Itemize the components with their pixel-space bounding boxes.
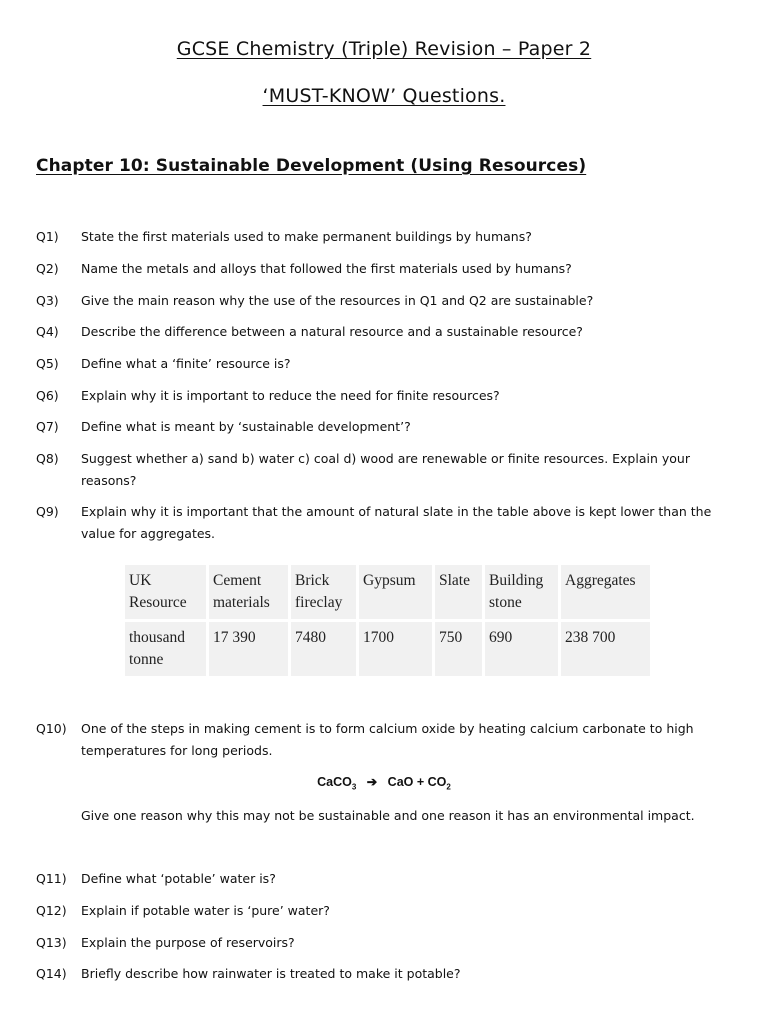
question-number: Q5) [36,356,59,371]
question-text: Define what a ‘finite’ resource is? [81,356,291,371]
table-header-row [125,565,650,619]
chapter-heading: Chapter 10: Sustainable Development (Using Resources) [36,156,587,176]
question-text: Define what is meant by ‘sustainable development’? [81,419,411,434]
chemical-equation [0,774,768,792]
table-cell: 750 [435,622,482,676]
question-number: Q11) [36,871,67,886]
equation-reactant: CaCO [317,775,352,789]
question-number: Q7) [36,419,59,434]
question-number: Q8) [36,451,59,466]
question-text: One of the steps in making cement is to form calcium oxide by heating calcium carbonate to high temperatures for long periods. [81,721,694,758]
question-number: Q6) [36,388,59,403]
table-header-cell: Brick fireclay [291,565,356,619]
question-number: Q2) [36,261,59,276]
question-text: Give the main reason why the use of the resources in Q1 and Q2 are sustainable? [81,293,594,308]
table-header-cell: Gypsum [359,565,432,619]
question-number: Q9) [36,504,59,519]
question-number: Q13) [36,935,67,950]
question-text: Explain the purpose of reservoirs? [81,935,295,950]
table-cell: 1700 [359,622,432,676]
equation-subscript: 3 [351,782,357,792]
reaction-arrow-icon: ➔ [366,775,378,789]
table-cell: thousand tonne [125,622,206,676]
table-cell: 7480 [291,622,356,676]
question-text: Briefly describe how rainwater is treated to make it potable? [81,966,461,981]
worksheet-title: GCSE Chemistry (Triple) Revision – Paper 2 [176,38,592,60]
question-number: Q14) [36,966,67,981]
question-text: Give one reason why this may not be sustainable and one reason it has an environmental impact. [81,808,695,823]
question-text: Describe the difference between a natural resource and a sustainable resource? [81,324,583,339]
table-cell: 690 [485,622,558,676]
resource-table [122,562,653,679]
question-text: State the first materials used to make permanent buildings by humans? [81,229,532,244]
table-header-cell: Aggregates [561,565,650,619]
question-text: Suggest whether a) sand b) water c) coal d) wood are renewable or finite resources. Explain your reasons? [81,451,690,488]
table-header-cell: UK Resource [125,565,206,619]
table-header-cell: Cement materials [209,565,288,619]
question-text: Explain why it is important to reduce the need for finite resources? [81,388,500,403]
question-text: Explain why it is important that the amount of natural slate in the table above is kept lower than the value for aggregates. [81,504,712,541]
table-row [125,622,650,676]
worksheet-subtitle: ‘MUST-KNOW’ Questions. [262,85,506,107]
question-text: Explain if potable water is ‘pure’ water? [81,903,330,918]
table-header-cell: Building stone [485,565,558,619]
table-cell: 17 390 [209,622,288,676]
question-text: Name the metals and alloys that followed the first materials used by humans? [81,261,572,276]
question-text: Define what ‘potable’ water is? [81,871,276,886]
question-number: Q10) [36,721,67,736]
question-number: Q4) [36,324,59,339]
question-number: Q12) [36,903,67,918]
equation-subscript: 2 [446,782,451,792]
table-cell: 238 700 [561,622,650,676]
table-header-cell: Slate [435,565,482,619]
question-number: Q1) [36,229,59,244]
equation-products: CaO + CO [387,775,447,789]
question-number: Q3) [36,293,59,308]
